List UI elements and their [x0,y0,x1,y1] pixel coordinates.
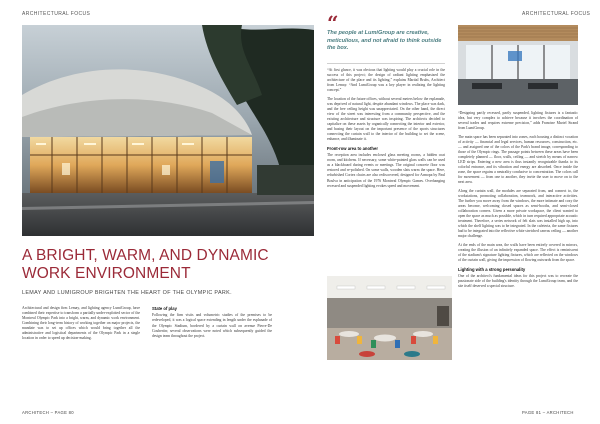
subhead-lighting: Lighting with a strong personality [458,266,526,272]
body-paragraph: The main space has been separated into zones, each housing a distinct vocation of activity — financial and legal services, human resources, construction, etc. — and assigned one of the colors of the Park's brand image, corresponding to those of the Olympic rings. The passage points between these areas have been completely planned — floor, walls, ceiling — and stretch by means of narrow LED strips. Entering a new area is thus instantly recognizable thanks to its colorful entrance, and its vibration and energy are absorbed. Once inside the zone, the space regains a neutrality conducive to concentration. The colors call for movement — from one to another, they invite the user to move on to the next area. [458,134,578,185]
running-head-right: ARCHITECTURAL FOCUS [522,11,591,17]
left-column-2 [152,306,272,342]
body-paragraph: “At first glance, it was obvious that lighting would play a crucial role in the success of this project; the design of radiant lighting emphasized the architecture of the place and its lighting,” explains Martial Bruhs, Architect from Lemay. “And LumiGroup was a key player in realizing the lighting concept.” [327,68,445,93]
office-photo [458,25,578,105]
right-column-1 [458,111,578,293]
quote-mark-icon: “ [327,11,339,35]
body-paragraph: “Designing partly recessed, partly suspended, lighting fixtures is a fantastic idea, but very complex to achieve because it involves the coordination of several trades and requires extreme precision,” adds Francine Martel Strand from LumiGroup. [458,111,578,131]
body-paragraph: The location of the future offices, without several meters below the esplanade, was deprived of natural light, despite abundant windows. The place was dark, and the free ceiling height was unappreciated. On the other hand, the direct view of the street was interesting from a community perspective, and the existing architecture and structure was inspiring. The architects decided to capitalize on these assets by organically connecting the interior and exterior, and basing their layout on the important presence of the sports structures connecting the curtain wall to the interior of the building to set the scene, enhance, and illuminate it. [327,96,445,142]
cafeteria-photo [327,276,452,360]
subhead-state-of-play: State of play [152,306,177,311]
subhead-front-row: Front-row area to another [327,145,378,151]
folio-right: PAGE 81 – ARCHITECH [522,410,574,415]
folio-left: ARCHITECH – PAGE 80 [22,410,74,415]
pull-quote-divider [327,63,445,64]
article-title: A BRIGHT, WARM, AND DYNAMIC WORK ENVIRONMENT [22,247,269,282]
body-paragraph: Architectural and design firm Lemay, and lighting agency LumiGroup, have combined their expertise to transform a partially under-exploited sector of the Montreal Olympic Park into a bright, warm, and dynamic work environment. Combining their long-term history of working together on major projects, the mandate was to set up offices which would bring together all the administrative and logistical departments of the Olympic Park in a single location in order to speed up decision-making. [22,306,140,341]
cafeteria-photo-illustration [327,276,452,360]
body-paragraph: One of the architect's fundamental ideas for this project was to recreate the passionate side of the building's identity through the LumiGroup team, and the site itself deserved a special structure. [458,274,578,289]
standfirst: LEMAY AND LUMIGROUP BRIGHTEN THE HEART OF THE OLYMPIC PARK. [22,290,232,296]
office-photo-illustration [458,25,578,105]
body-paragraph: Following the firm visits and volumetric studies of the premises to be redeveloped, it was a logical space extending in length under the esplanade of the Olympic Stadium, bordered by a curtain wall on avenue Pierre-De Coubertin; several observations were noted which subsequently guided the design team throughout the project. [152,313,272,338]
running-head-left: ARCHITECTURAL FOCUS [22,11,91,17]
body-paragraph: Along the curtain wall, the modules are separated from, and connect to, the workstations, promoting collaboration, teamwork, and interactive activities. The further you move away from the windows, the more intimate and cozy the areas become, welcoming closed spaces as semi-booths, and semi-closed collaboration corners. Given a more private workspace, the client wanted to open the space as much as possible, which in turn required appropriate acoustic treatment. Therefore, a series network of felt slats was installed high up, into which the shelf lighting was to be integrated. In the cafeteria, the same fixtures had to be integrated into the reflective white stretched canvas ceiling — another major challenge. [458,188,578,239]
body-paragraph: At the ends of the main area, the walls have been entirely covered in mirrors, creating the illusion of an infinitely expanded space. The effect is reminiscent of the stadium's signature lighting fixtures, which are reflected on the windows of the curtain wall, giving the impression of flowing outwards from the space. [458,242,578,263]
body-paragraph: The reception area includes enclosed glass meeting rooms, a hidden coat room, and kitchens. If necessary, some white-painted glass walls can be used as a blackboard during events or meetings. The original concrete floor was restored and re-polished. On some walls, wooden slats warm the space. Here, refurbished Cortex chairs are also rediscovered, designed for Armopa by Paul Boulva in anticipation of the 1976 Montreal Olympic Games. Overhanging recessed and suspended lighting evokes speed and movement. [327,153,445,188]
pull-quote: The people at LumiGroup are creative, meticulious, and not afraid to think outside the box. [327,30,442,52]
hero-photo [22,25,314,236]
middle-column-body [327,68,445,192]
left-column-1 [22,306,140,345]
hero-photo-illustration [22,25,314,236]
